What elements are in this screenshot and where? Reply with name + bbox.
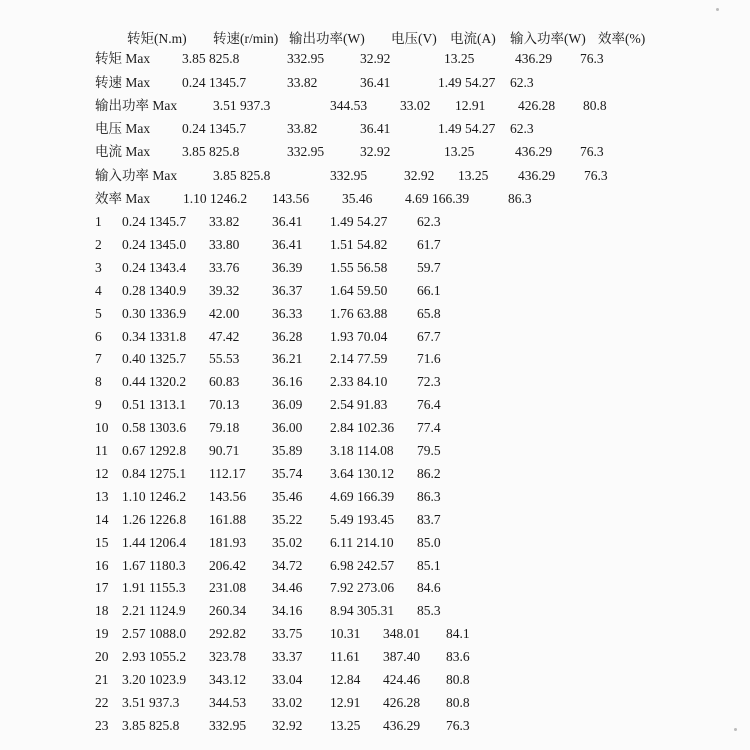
row-cell: 6.98 242.57 — [330, 557, 395, 573]
row-cell: 0.84 1275.1 — [122, 465, 187, 481]
row-cell: 36.16 — [272, 374, 303, 390]
row-cell: 426.28 — [383, 694, 421, 710]
max-row-cell: 344.53 — [330, 98, 368, 113]
max-row-cell: 36.41 — [360, 121, 391, 136]
row-cell: 76.3 — [446, 717, 470, 733]
header-cell: 输出功率(W) — [289, 31, 365, 46]
row-index: 17 — [95, 580, 109, 596]
max-row-cell: 输入功率 Max — [95, 168, 178, 183]
row-cell: 292.82 — [209, 626, 247, 642]
max-row-cell: 426.28 — [518, 98, 556, 113]
row-cell: 79.18 — [209, 420, 240, 436]
max-row-cell: 32.92 — [404, 168, 435, 183]
row-cell: 36.37 — [272, 282, 303, 298]
row-index: 12 — [95, 465, 109, 481]
max-row-cell: 1.49 54.27 — [438, 121, 496, 136]
row-index: 13 — [95, 488, 109, 504]
row-cell: 2.93 1055.2 — [122, 649, 187, 665]
row-index: 4 — [95, 282, 102, 298]
row-cell: 1.26 1226.8 — [122, 511, 187, 527]
row-cell: 36.00 — [272, 420, 303, 436]
row-index: 8 — [95, 374, 102, 390]
max-row-cell: 76.3 — [580, 144, 604, 159]
max-row-cell: 332.95 — [287, 144, 325, 159]
row-cell: 33.82 — [209, 214, 240, 229]
row-index: 2 — [95, 236, 102, 252]
row-cell: 260.34 — [209, 603, 247, 619]
max-row-cell: 62.3 — [510, 121, 534, 136]
max-row-cell: 32.92 — [360, 144, 391, 159]
max-row-cell: 436.29 — [518, 168, 556, 183]
row-cell: 36.21 — [272, 351, 303, 367]
row-cell: 42.00 — [209, 305, 240, 321]
row-index: 10 — [95, 420, 109, 436]
row-cell: 76.4 — [417, 397, 441, 413]
row-cell: 0.40 1325.7 — [122, 351, 187, 367]
row-cell: 0.58 1303.6 — [122, 420, 187, 436]
row-cell: 344.53 — [209, 694, 247, 710]
max-row-cell: 332.95 — [330, 168, 368, 183]
row-cell: 343.12 — [209, 672, 247, 687]
row-cell: 161.88 — [209, 511, 247, 527]
row-cell: 0.24 1343.4 — [122, 259, 187, 275]
row-cell: 65.8 — [417, 305, 441, 321]
row-index: 6 — [95, 328, 102, 344]
row-cell: 83.7 — [417, 511, 441, 527]
max-row-cell: 1.10 1246.2 — [183, 191, 248, 206]
max-row-cell: 32.92 — [360, 51, 391, 66]
max-row-cell: 3.85 825.8 — [182, 144, 240, 159]
row-cell: 1.64 59.50 — [330, 282, 388, 298]
row-cell: 1.76 63.88 — [330, 305, 388, 321]
row-index: 3 — [95, 259, 102, 275]
row-cell: 39.32 — [209, 282, 240, 298]
row-cell: 2.84 102.36 — [330, 420, 395, 436]
row-cell: 1.67 1180.3 — [122, 557, 186, 573]
max-row-cell: 86.3 — [508, 191, 532, 206]
row-cell: 35.74 — [272, 465, 303, 481]
max-row-cell: 12.91 — [455, 98, 486, 113]
row-index: 7 — [95, 351, 102, 367]
row-cell: 332.95 — [209, 717, 247, 733]
row-cell: 33.75 — [272, 626, 303, 642]
row-cell: 2.57 1088.0 — [122, 626, 187, 642]
row-index: 21 — [95, 672, 109, 687]
row-cell: 33.76 — [209, 259, 240, 275]
row-cell: 0.28 1340.9 — [122, 282, 187, 298]
row-cell: 1.93 70.04 — [330, 328, 388, 344]
max-row-cell: 80.8 — [583, 98, 607, 113]
row-cell: 79.5 — [417, 443, 441, 458]
max-row-cell: 33.82 — [287, 121, 318, 136]
row-index: 9 — [95, 397, 102, 413]
row-index: 16 — [95, 557, 109, 573]
max-row-cell: 4.69 166.39 — [405, 191, 470, 206]
max-row-cell: 效率 Max — [95, 191, 151, 206]
max-row-cell: 电压 Max — [95, 121, 151, 136]
max-row-cell: 1.49 54.27 — [438, 75, 496, 90]
max-row-cell: 143.56 — [272, 191, 310, 206]
max-row-cell: 76.3 — [584, 168, 608, 183]
max-row-cell: 0.24 1345.7 — [182, 121, 247, 136]
max-row-cell: 0.24 1345.7 — [182, 75, 247, 90]
max-row-cell: 36.41 — [360, 75, 391, 90]
row-cell: 47.42 — [209, 328, 240, 344]
row-cell: 10.31 — [330, 626, 361, 642]
row-cell: 33.02 — [272, 694, 303, 710]
row-cell: 83.6 — [446, 649, 470, 665]
row-cell: 72.3 — [417, 374, 441, 390]
row-cell: 70.13 — [209, 397, 240, 413]
max-row-cell: 3.85 825.8 — [182, 51, 240, 66]
row-index: 1 — [95, 214, 102, 229]
row-index: 18 — [95, 603, 109, 619]
row-cell: 3.51 937.3 — [122, 694, 180, 710]
row-cell: 0.30 1336.9 — [122, 305, 187, 321]
row-cell: 77.4 — [417, 420, 441, 436]
row-cell: 11.61 — [330, 649, 360, 665]
row-index: 14 — [95, 511, 109, 527]
row-cell: 33.80 — [209, 236, 240, 252]
row-cell: 34.16 — [272, 603, 303, 619]
row-index: 22 — [95, 694, 109, 710]
row-index: 15 — [95, 534, 109, 550]
row-cell: 3.64 130.12 — [330, 465, 395, 481]
row-cell: 80.8 — [446, 694, 470, 710]
scan-speck — [734, 728, 737, 731]
row-cell: 80.8 — [446, 672, 470, 687]
row-cell: 4.69 166.39 — [330, 488, 395, 504]
row-cell: 33.37 — [272, 649, 303, 665]
max-row-cell: 3.85 825.8 — [213, 168, 271, 183]
header-cell: 输入功率(W) — [510, 31, 586, 46]
row-index: 11 — [95, 443, 108, 458]
row-cell: 0.34 1331.8 — [122, 328, 187, 344]
row-cell: 85.1 — [417, 557, 441, 573]
row-cell: 35.02 — [272, 534, 303, 550]
row-cell: 34.46 — [272, 580, 303, 596]
row-cell: 1.49 54.27 — [330, 214, 388, 229]
max-row-cell: 3.51 937.3 — [213, 98, 271, 113]
row-cell: 33.04 — [272, 672, 303, 687]
max-row-cell: 电流 Max — [95, 144, 151, 159]
max-row-cell: 转速 Max — [95, 75, 151, 90]
row-cell: 35.46 — [272, 488, 303, 504]
row-cell: 67.7 — [417, 328, 441, 344]
max-row-cell: 13.25 — [458, 168, 489, 183]
row-cell: 13.25 — [330, 717, 361, 733]
row-cell: 32.92 — [272, 717, 303, 733]
header-cell: 电流(A) — [450, 31, 496, 46]
row-cell: 0.24 1345.7 — [122, 214, 187, 229]
row-cell: 424.46 — [383, 672, 421, 687]
row-cell: 36.39 — [272, 259, 303, 275]
row-cell: 62.3 — [417, 214, 441, 229]
row-cell: 1.55 56.58 — [330, 259, 388, 275]
row-cell: 1.91 1155.3 — [122, 580, 186, 596]
max-row-cell: 13.25 — [444, 51, 475, 66]
row-cell: 35.22 — [272, 511, 303, 527]
row-cell: 2.33 84.10 — [330, 374, 388, 390]
row-cell: 1.51 54.82 — [330, 236, 388, 252]
max-row-cell: 33.82 — [287, 75, 318, 90]
header-cell: 转速(r/min) — [213, 31, 279, 46]
row-index: 5 — [95, 305, 102, 321]
row-cell: 36.28 — [272, 328, 303, 344]
row-cell: 1.10 1246.2 — [122, 488, 187, 504]
row-cell: 36.41 — [272, 214, 303, 229]
row-cell: 36.41 — [272, 236, 303, 252]
row-cell: 55.53 — [209, 351, 240, 367]
max-row-cell: 62.3 — [510, 75, 534, 90]
header-cell: 转矩(N.m) — [127, 31, 187, 46]
row-cell: 0.24 1345.0 — [122, 236, 187, 252]
row-cell: 323.78 — [209, 649, 247, 665]
row-cell: 387.40 — [383, 649, 421, 665]
max-row-cell: 76.3 — [580, 51, 604, 66]
row-cell: 8.94 305.31 — [330, 603, 395, 619]
scan-speck — [716, 8, 719, 11]
row-cell: 84.1 — [446, 626, 470, 642]
row-index: 23 — [95, 717, 109, 733]
row-cell: 36.09 — [272, 397, 303, 413]
row-cell: 66.1 — [417, 282, 441, 298]
row-cell: 35.89 — [272, 443, 303, 458]
row-cell: 1.44 1206.4 — [122, 534, 187, 550]
row-cell: 2.21 1124.9 — [122, 603, 186, 619]
max-row-cell: 转矩 Max — [95, 51, 151, 66]
max-row-cell: 436.29 — [515, 144, 553, 159]
row-cell: 231.08 — [209, 580, 247, 596]
row-index: 20 — [95, 649, 109, 665]
header-cell: 电压(V) — [391, 31, 437, 46]
row-index: 19 — [95, 626, 109, 642]
row-cell: 206.42 — [209, 557, 247, 573]
row-cell: 2.14 77.59 — [330, 351, 388, 367]
max-row-cell: 输出功率 Max — [95, 98, 178, 113]
row-cell: 7.92 273.06 — [330, 580, 395, 596]
row-cell: 90.71 — [209, 443, 240, 458]
header-cell: 效率(%) — [598, 31, 646, 46]
row-cell: 348.01 — [383, 626, 421, 642]
max-row-cell: 33.02 — [400, 98, 431, 113]
max-row-cell: 332.95 — [287, 51, 325, 66]
row-cell: 12.84 — [330, 672, 361, 687]
row-cell: 84.6 — [417, 580, 441, 596]
row-cell: 3.85 825.8 — [122, 717, 180, 733]
row-cell: 59.7 — [417, 259, 441, 275]
row-cell: 112.17 — [209, 465, 246, 481]
row-cell: 5.49 193.45 — [330, 511, 395, 527]
row-cell: 2.54 91.83 — [330, 397, 388, 413]
row-cell: 86.3 — [417, 488, 441, 504]
row-cell: 0.67 1292.8 — [122, 443, 187, 458]
row-cell: 34.72 — [272, 557, 303, 573]
max-row-cell: 436.29 — [515, 51, 553, 66]
row-cell: 143.56 — [209, 488, 247, 504]
row-cell: 12.91 — [330, 694, 361, 710]
max-row-cell: 13.25 — [444, 144, 475, 159]
row-cell: 0.44 1320.2 — [122, 374, 187, 390]
row-cell: 71.6 — [417, 351, 441, 367]
row-cell: 436.29 — [383, 717, 421, 733]
row-cell: 3.20 1023.9 — [122, 672, 187, 687]
row-cell: 0.51 1313.1 — [122, 397, 187, 413]
row-cell: 60.83 — [209, 374, 240, 390]
row-cell: 85.3 — [417, 603, 441, 619]
row-cell: 85.0 — [417, 534, 441, 550]
row-cell: 36.33 — [272, 305, 303, 321]
row-cell: 6.11 214.10 — [330, 534, 394, 550]
row-cell: 181.93 — [209, 534, 247, 550]
row-cell: 86.2 — [417, 465, 441, 481]
row-cell: 61.7 — [417, 236, 441, 252]
row-cell: 3.18 114.08 — [330, 443, 394, 458]
max-row-cell: 35.46 — [342, 191, 373, 206]
